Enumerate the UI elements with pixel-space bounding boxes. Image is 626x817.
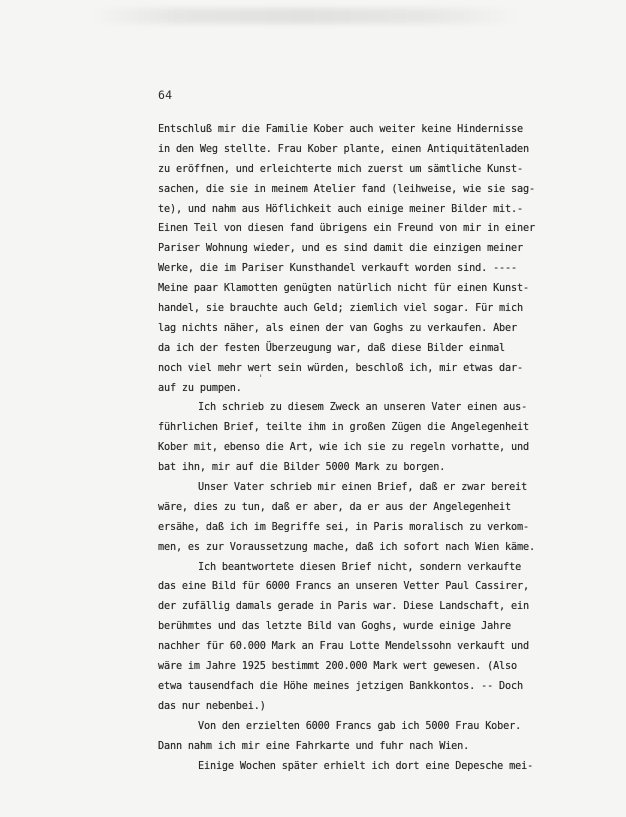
text-line: Kober mit, ebenso die Art, wie ich sie zu regeln vorhatte, und — [158, 442, 529, 454]
text-line: da ich der festen Überzeugung war, daß diese Bilder einmal — [158, 342, 506, 354]
text-line: Einige Wochen später erhielt ich dort eine Depesche mei- — [198, 760, 534, 772]
body-text — [158, 120, 558, 776]
text-line: Werke, die im Pariser Kunsthandel verkauft worden sind. ---- — [158, 263, 518, 275]
text-line: Ich schrieb zu diesem Zweck an unseren Vater einen aus- — [198, 402, 528, 414]
text-line: in den Weg stellte. Frau Kober plante, einen Antiquitätenladen — [158, 143, 529, 155]
text-line: etwa tausendfach die Höhe meines jetzigen Bankkontos. -- Doch — [158, 680, 523, 692]
text-line: nachher für 60.000 Mark an Frau Lotte Mendelssohn verkauft und — [158, 641, 529, 653]
text-line: zu eröffnen, und erleichterte mich zuerst um sämtliche Kunst- — [158, 163, 523, 175]
text-line: Einen Teil von diesen fand übrigens ein Freund von mir in einer — [158, 223, 535, 235]
scan-smudge — [90, 8, 520, 24]
text-line: te), und nahm aus Höflichkeit auch einige meiner Bilder mit.- — [158, 203, 523, 215]
text-line: sachen, die sie in meinem Atelier fand (leihweise, wie sie sag- — [158, 183, 535, 195]
stray-mark: ' — [258, 374, 264, 384]
text-line: das nur nebenbei.) — [158, 700, 266, 712]
text-line: Meine paar Klamotten genügten natürlich nicht für einen Kunst- — [158, 283, 529, 295]
text-line: Entschluß mir die Familie Kober auch weiter keine Hindernisse — [158, 124, 523, 135]
text-line: das eine Bild für 6000 Francs an unseren Vetter Paul Cassirer, — [158, 581, 529, 593]
text-line: der zufällig damals gerade in Paris war. Diese Landschaft, ein — [158, 601, 529, 613]
text-line: men, es zur Voraussetzung mache, daß ich sofort nach Wien käme. — [158, 541, 535, 553]
text-line: Unser Vater schrieb mir einen Brief, daß er zwar bereit — [198, 482, 528, 494]
text-line: auf zu pumpen. — [158, 382, 242, 394]
page-number: 64 — [158, 88, 173, 102]
text-line: handel, sie brauchte auch Geld; ziemlich viel sogar. Für mich — [158, 303, 523, 315]
text-line: Dann nahm ich mir eine Fahrkarte und fuhr nach Wien. — [158, 740, 470, 752]
text-line: wäre im Jahre 1925 bestimmt 200.000 Mark wert gewesen. (Also — [158, 661, 518, 673]
text-line: bat ihn, mir auf die Bilder 5000 Mark zu borgen. — [158, 462, 446, 474]
text-line: führlichen Brief, teilte ihm in großen Zügen die Angelegenheit — [158, 422, 529, 434]
text-line: noch viel mehr wert sein würden, beschloß ich, mir etwas dar- — [158, 362, 523, 374]
text-line: lag nichts näher, als einen der van Goghs zu verkaufen. Aber — [158, 322, 518, 334]
text-line: berühmtes und das letzte Bild van Goghs, wurde einige Jahre — [158, 621, 512, 633]
text-line: wäre, dies zu tun, daß er aber, da er aus der Angelegenheit — [158, 501, 512, 513]
text-line: Pariser Wohnung wieder, und es sind damit die einzigen meiner — [158, 243, 523, 255]
text-line: ersähe, daß ich im Begriffe sei, in Paris moralisch zu verkom- — [158, 521, 529, 533]
text-line: Von den erzielten 6000 Francs gab ich 5000 Frau Kober. — [198, 720, 522, 732]
text-line: Ich beantwortete diesen Brief nicht, sondern verkaufte — [198, 561, 522, 573]
